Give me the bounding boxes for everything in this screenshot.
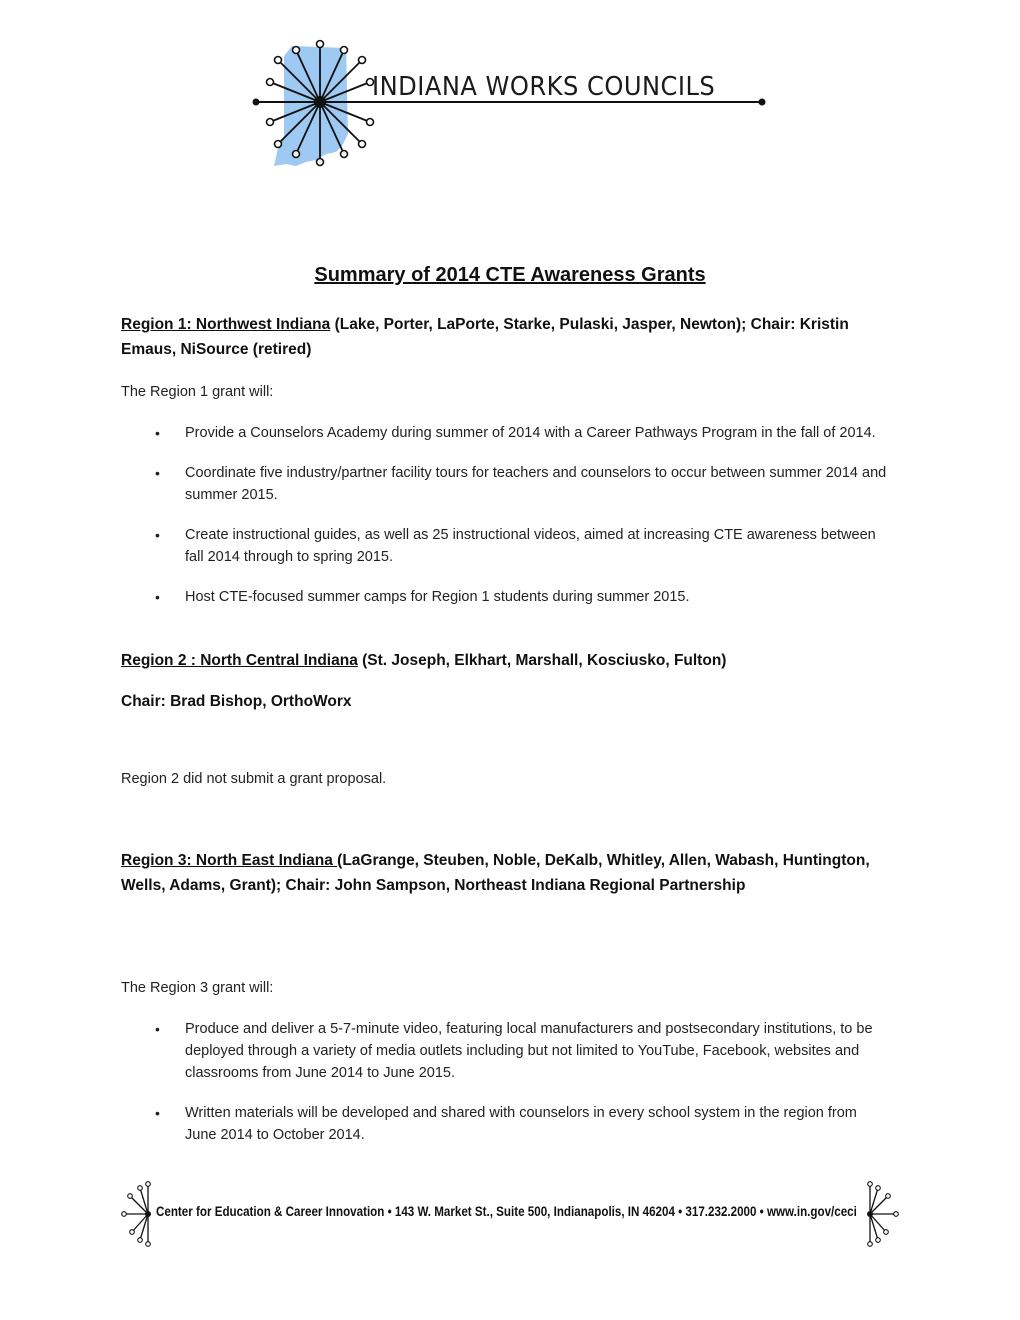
footer-address: Center for Education & Career Innovation • 143 W. Market St., Suite 500, Indianapolis, IN 46204 • 317.232.2000 • www.in.gov/ceci <box>156 1204 857 1219</box>
region1-intro: The Region 1 grant will: <box>121 384 274 400</box>
region3-intro: The Region 3 grant will: <box>121 980 274 996</box>
list-item: • Coordinate five industry/partner facility tours for teachers and counselors to occur between summer 2014 and summer 2015. <box>121 462 891 506</box>
region3-details: (LaGrange, Steuben, Noble, DeKalb, Whitley, Allen, Wabash, Huntington, Wells, Adams, Grant); Chair: John Sampson, Northeast Indiana Regional Partnership <box>121 852 870 894</box>
bullet-icon: • <box>155 589 160 605</box>
bullet-icon: • <box>155 465 160 481</box>
list-item: • Written materials will be developed and shared with counselors in every school system in the region from June 2014 to October 2014. <box>121 1102 891 1146</box>
region1-name: Region 1: Northwest Indiana <box>121 316 331 333</box>
region2-note: Region 2 did not submit a grant proposal. <box>121 771 387 787</box>
region2-heading <box>121 648 891 673</box>
bullet-icon: • <box>155 425 160 441</box>
document-title: Summary of 2014 CTE Awareness Grants <box>314 264 706 286</box>
region2-chair: Chair: Brad Bishop, OrthoWorx <box>121 693 352 710</box>
bullet-icon: • <box>155 1105 160 1121</box>
bullet-icon: • <box>155 527 160 543</box>
list-item: • Provide a Counselors Academy during summer of 2014 with a Career Pathways Program in the fall of 2014. <box>121 422 891 444</box>
list-item: • Produce and deliver a 5-7-minute video, featuring local manufacturers and postsecondary institutions, to be deployed through a variety of media outlets including but not limited to YouTube, Facebook, websites and classrooms from June 2014 to June 2015. <box>121 1018 891 1084</box>
list-item: • Host CTE-focused summer camps for Region 1 students during summer 2015. <box>121 586 891 608</box>
bullet-icon: • <box>155 1021 160 1037</box>
region2-details: (St. Joseph, Elkhart, Marshall, Kosciusko, Fulton) <box>357 652 727 669</box>
region3-bullets <box>121 1018 891 1146</box>
region3-name: Region 3: North East Indiana <box>121 852 338 869</box>
org-name: INDIANA WORKS COUNCILS <box>372 72 716 102</box>
indiana-works-councils-logo <box>250 36 770 171</box>
region2-name: Region 2 : North Central Indiana <box>121 652 358 669</box>
region3-heading <box>121 848 891 898</box>
list-item: • Create instructional guides, as well as 25 instructional videos, aimed at increasing CTE awareness between fall 2014 through to spring 2015. <box>121 524 891 568</box>
region1-heading <box>121 312 891 362</box>
region1-details: (Lake, Porter, LaPorte, Starke, Pulaski, Jasper, Newton); Chair: Kristin Emaus, NiSource (retired) <box>121 316 849 358</box>
region1-bullets <box>121 422 891 608</box>
